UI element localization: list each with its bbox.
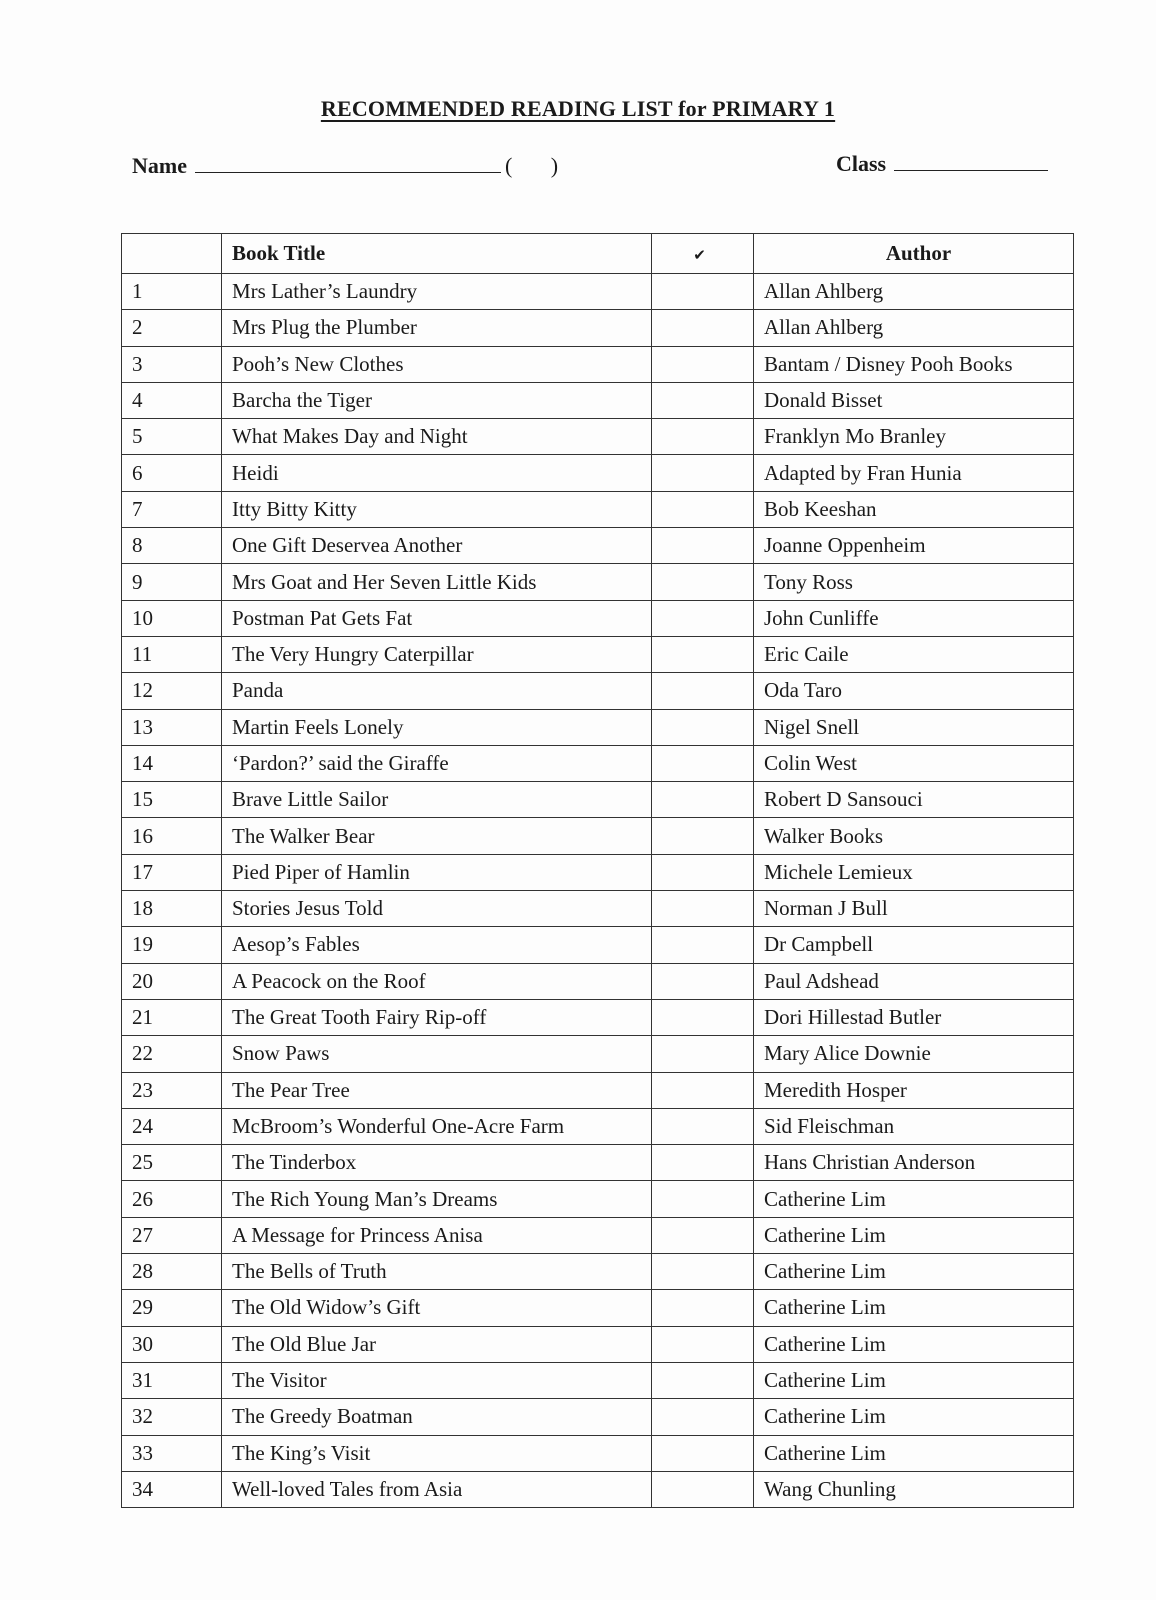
check-cell[interactable] [652,1072,754,1108]
author-cell: Mary Alice Downie [754,1036,1074,1072]
row-number: 4 [122,382,222,418]
row-number: 20 [122,963,222,999]
author-cell: John Cunliffe [754,600,1074,636]
row-number: 18 [122,891,222,927]
check-cell[interactable] [652,491,754,527]
table-row [122,382,1074,418]
table-row [122,782,1074,818]
book-title-cell: The Rich Young Man’s Dreams [222,1181,652,1217]
book-title-cell: A Message for Princess Anisa [222,1217,652,1253]
check-cell[interactable] [652,745,754,781]
check-cell[interactable] [652,1145,754,1181]
book-title-cell: Pied Piper of Hamlin [222,854,652,890]
author-cell: Michele Lemieux [754,854,1074,890]
row-number: 11 [122,636,222,672]
row-number: 25 [122,1145,222,1181]
author-cell: Franklyn Mo Branley [754,419,1074,455]
check-cell[interactable] [652,310,754,346]
row-number: 2 [122,310,222,346]
row-number: 28 [122,1254,222,1290]
book-title-cell: Pooh’s New Clothes [222,346,652,382]
row-number: 22 [122,1036,222,1072]
row-number: 31 [122,1362,222,1398]
table-row [122,673,1074,709]
row-number: 19 [122,927,222,963]
table-body [122,274,1074,1508]
author-cell: Catherine Lim [754,1435,1074,1471]
book-title-cell: Brave Little Sailor [222,782,652,818]
book-title-cell: Itty Bitty Kitty [222,491,652,527]
table-row [122,455,1074,491]
author-cell: Paul Adshead [754,963,1074,999]
name-field [132,152,558,179]
row-number: 27 [122,1217,222,1253]
table-row [122,1072,1074,1108]
author-cell: Norman J Bull [754,891,1074,927]
table-row [122,419,1074,455]
check-cell[interactable] [652,782,754,818]
row-number: 17 [122,854,222,890]
row-number: 33 [122,1435,222,1471]
check-cell[interactable] [652,1362,754,1398]
row-number: 10 [122,600,222,636]
check-cell[interactable] [652,419,754,455]
book-title-cell: The Bells of Truth [222,1254,652,1290]
check-cell[interactable] [652,963,754,999]
row-number: 30 [122,1326,222,1362]
check-cell[interactable] [652,927,754,963]
check-cell[interactable] [652,999,754,1035]
check-cell[interactable] [652,1181,754,1217]
row-number: 12 [122,673,222,709]
row-number: 14 [122,745,222,781]
book-title-cell: Postman Pat Gets Fat [222,600,652,636]
author-cell: Bantam / Disney Pooh Books [754,346,1074,382]
check-cell[interactable] [652,1471,754,1507]
author-cell: Walker Books [754,818,1074,854]
table-row [122,963,1074,999]
table-row [122,600,1074,636]
row-number: 24 [122,1108,222,1144]
book-title-cell: Barcha the Tiger [222,382,652,418]
author-cell: Catherine Lim [754,1399,1074,1435]
row-number: 34 [122,1471,222,1507]
row-number: 16 [122,818,222,854]
check-cell[interactable] [652,818,754,854]
check-cell[interactable] [652,854,754,890]
table-header-row [122,234,1074,274]
book-title-cell: The Walker Bear [222,818,652,854]
check-cell[interactable] [652,1108,754,1144]
author-cell: Catherine Lim [754,1326,1074,1362]
table-row [122,1036,1074,1072]
author-cell: Oda Taro [754,673,1074,709]
row-number: 13 [122,709,222,745]
book-title-cell: One Gift Deservea Another [222,528,652,564]
row-number: 32 [122,1399,222,1435]
table-row [122,564,1074,600]
book-title-cell: Snow Paws [222,1036,652,1072]
header-author: Author [754,234,1074,274]
check-cell[interactable] [652,1217,754,1253]
book-title-cell: Mrs Plug the Plumber [222,310,652,346]
author-cell: Wang Chunling [754,1471,1074,1507]
table-row [122,274,1074,310]
row-number: 3 [122,346,222,382]
header-check [652,234,754,274]
table-row [122,745,1074,781]
table-row [122,1362,1074,1398]
author-cell: Catherine Lim [754,1362,1074,1398]
reading-list-table [121,233,1074,1508]
author-cell: Joanne Oppenheim [754,528,1074,564]
author-cell: Donald Bisset [754,382,1074,418]
header-number [122,234,222,274]
class-field [836,150,1048,177]
book-title-cell: A Peacock on the Roof [222,963,652,999]
check-cell[interactable] [652,528,754,564]
author-cell: Eric Caile [754,636,1074,672]
book-title-cell: Martin Feels Lonely [222,709,652,745]
author-cell: Sid Fleischman [754,1108,1074,1144]
book-title-cell: The Greedy Boatman [222,1399,652,1435]
table-row [122,818,1074,854]
check-cell[interactable] [652,455,754,491]
table-row [122,1108,1074,1144]
table-row [122,528,1074,564]
class-blank-line[interactable] [894,150,1048,171]
book-title-cell: Aesop’s Fables [222,927,652,963]
author-cell: Allan Ahlberg [754,274,1074,310]
author-cell: Robert D Sansouci [754,782,1074,818]
author-cell: Meredith Hosper [754,1072,1074,1108]
check-cell[interactable] [652,274,754,310]
table-row [122,854,1074,890]
check-cell[interactable] [652,636,754,672]
author-cell: Catherine Lim [754,1181,1074,1217]
author-cell: Adapted by Fran Hunia [754,455,1074,491]
table-row [122,1326,1074,1362]
author-cell: Dori Hillestad Butler [754,999,1074,1035]
name-blank-line[interactable] [195,152,501,173]
row-number: 29 [122,1290,222,1326]
checkmark-icon: ✔ [693,246,706,264]
book-title-cell: McBroom’s Wonderful One-Acre Farm [222,1108,652,1144]
row-number: 21 [122,999,222,1035]
row-number: 5 [122,419,222,455]
check-cell[interactable] [652,1290,754,1326]
book-title-cell: The Visitor [222,1362,652,1398]
author-cell: Tony Ross [754,564,1074,600]
author-cell: Allan Ahlberg [754,310,1074,346]
author-cell: Nigel Snell [754,709,1074,745]
table-row [122,1435,1074,1471]
check-cell[interactable] [652,1399,754,1435]
table-row [122,999,1074,1035]
check-cell[interactable] [652,1435,754,1471]
book-title-cell: The Old Blue Jar [222,1326,652,1362]
table-row [122,346,1074,382]
author-cell: Colin West [754,745,1074,781]
row-number: 26 [122,1181,222,1217]
check-cell[interactable] [652,709,754,745]
page-title-text: RECOMMENDED READING LIST for PRIMARY 1 [320,96,836,121]
table-row [122,927,1074,963]
author-cell: Bob Keeshan [754,491,1074,527]
book-title-cell: Panda [222,673,652,709]
book-title-cell: Well-loved Tales from Asia [222,1471,652,1507]
book-title-cell: ‘Pardon?’ said the Giraffe [222,745,652,781]
table-row [122,1181,1074,1217]
book-title-cell: What Makes Day and Night [222,419,652,455]
table-row [122,491,1074,527]
author-cell: Catherine Lim [754,1290,1074,1326]
author-cell: Catherine Lim [754,1217,1074,1253]
row-number: 23 [122,1072,222,1108]
book-title-cell: The Tinderbox [222,1145,652,1181]
book-title-cell: Stories Jesus Told [222,891,652,927]
check-cell[interactable] [652,346,754,382]
table-row [122,636,1074,672]
table-row [122,1290,1074,1326]
page-title [0,96,1156,122]
name-label: Name [132,153,187,178]
table-row [122,891,1074,927]
book-title-cell: The Great Tooth Fairy Rip-off [222,999,652,1035]
row-number: 6 [122,455,222,491]
check-cell[interactable] [652,600,754,636]
table-row [122,1399,1074,1435]
table-row [122,310,1074,346]
table-row [122,1254,1074,1290]
row-number: 15 [122,782,222,818]
author-cell: Catherine Lim [754,1254,1074,1290]
book-title-cell: The Old Widow’s Gift [222,1290,652,1326]
author-cell: Dr Campbell [754,927,1074,963]
row-number: 9 [122,564,222,600]
class-label: Class [836,151,887,176]
check-cell[interactable] [652,1254,754,1290]
table-row [122,1471,1074,1507]
check-cell[interactable] [652,673,754,709]
header-book-title: Book Title [222,234,652,274]
book-title-cell: Mrs Goat and Her Seven Little Kids [222,564,652,600]
table-row [122,1217,1074,1253]
row-number: 7 [122,491,222,527]
author-cell: Hans Christian Anderson [754,1145,1074,1181]
check-cell[interactable] [652,1326,754,1362]
index-number-paren: ( ) [504,153,559,178]
book-title-cell: The Pear Tree [222,1072,652,1108]
row-number: 1 [122,274,222,310]
check-cell[interactable] [652,1036,754,1072]
table-row [122,1145,1074,1181]
check-cell[interactable] [652,382,754,418]
table-row [122,709,1074,745]
check-cell[interactable] [652,564,754,600]
book-title-cell: The King’s Visit [222,1435,652,1471]
book-title-cell: The Very Hungry Caterpillar [222,636,652,672]
book-title-cell: Mrs Lather’s Laundry [222,274,652,310]
check-cell[interactable] [652,891,754,927]
row-number: 8 [122,528,222,564]
book-title-cell: Heidi [222,455,652,491]
